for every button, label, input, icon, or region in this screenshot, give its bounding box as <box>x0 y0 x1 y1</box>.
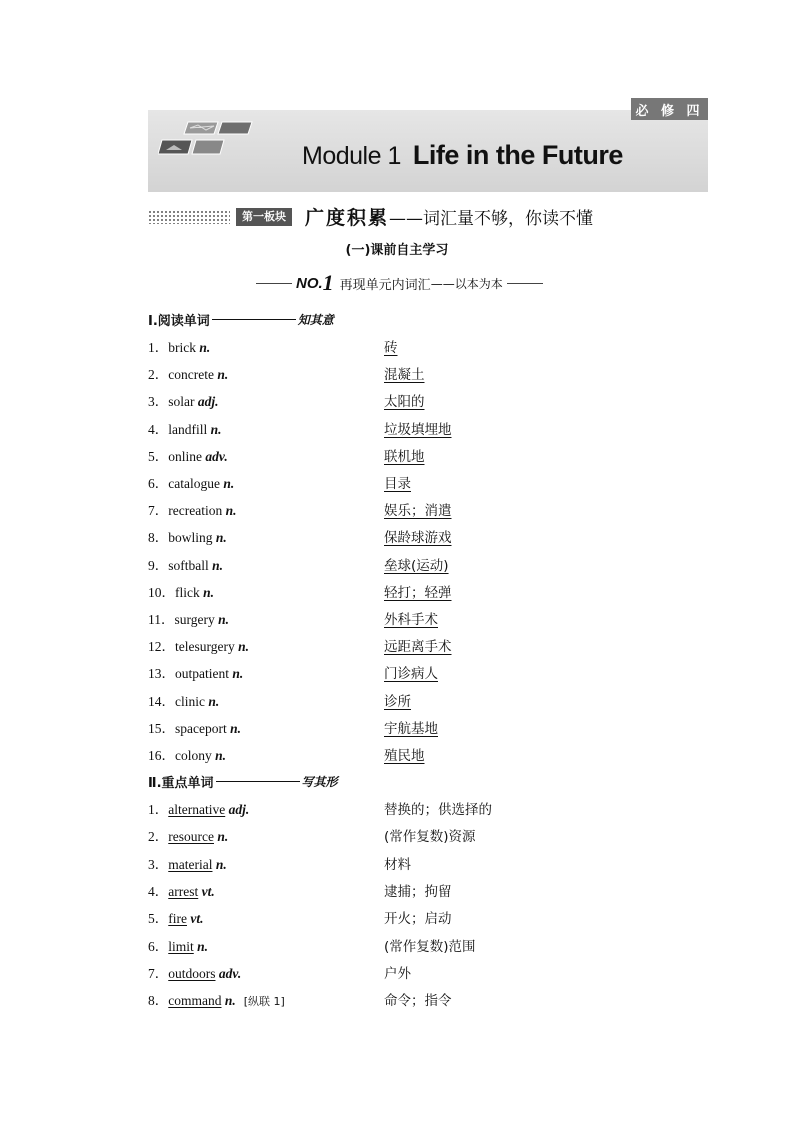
vocab-english <box>148 962 241 982</box>
vocab-row <box>148 880 708 902</box>
item-number: 8． <box>148 993 169 1009</box>
vocab-english <box>148 744 226 764</box>
vocab-meaning: 逮捕；拘留 <box>384 883 452 900</box>
vocab-word: colony <box>175 748 212 763</box>
vocab-word: material <box>168 856 213 872</box>
part-of-speech: adv. <box>205 448 228 464</box>
vocab-english <box>148 336 210 356</box>
vocab-english <box>148 581 214 601</box>
part-of-speech: n. <box>215 530 227 546</box>
vocab-row <box>148 418 708 440</box>
vocab-row <box>148 635 708 657</box>
vocab-word: outpatient <box>175 666 229 682</box>
cross-ref-note: [纵联 1] <box>243 995 285 1009</box>
vocab-row <box>148 363 708 385</box>
vocab-english <box>148 363 228 383</box>
vocab-english <box>148 989 285 1009</box>
item-number: 2． <box>148 367 169 383</box>
vocab-meaning: 开火；启动 <box>384 911 452 928</box>
vocab-english <box>148 608 229 628</box>
vocab-english <box>148 418 222 438</box>
part-of-speech: n. <box>225 503 237 519</box>
part-of-speech: n. <box>223 476 235 491</box>
vocab-english <box>148 935 208 955</box>
vocab-meaning: 远距离手术 <box>384 639 452 656</box>
item-number: 6． <box>148 938 169 954</box>
section-tag: 第一板块 <box>236 208 292 226</box>
vocab-row <box>148 989 708 1011</box>
vocab-meaning: 诊所 <box>384 693 411 710</box>
item-number: 7． <box>148 965 169 981</box>
vocab-row <box>148 390 708 412</box>
rule-right <box>507 283 543 284</box>
part-of-speech: n. <box>212 557 224 573</box>
no1-number: 1 <box>322 270 334 295</box>
vocab-word: flick <box>175 584 200 600</box>
subsection-title: (一)课前自主学习 <box>345 243 449 258</box>
item-number: 2． <box>148 829 169 845</box>
item-number: 10． <box>148 584 175 600</box>
part-of-speech: n. <box>230 720 241 736</box>
vocab-word: bowling <box>168 530 213 546</box>
vocab-word: landfill <box>168 421 208 437</box>
vocab-meaning: 联机地 <box>384 448 425 465</box>
vocab-row <box>148 935 708 957</box>
no1-title: 再现单元内词汇 <box>339 277 431 293</box>
no1-prefix: NO. <box>296 274 323 292</box>
item-number: 6． <box>148 476 169 491</box>
vocab-row <box>148 825 708 847</box>
vocab-meaning: 宇航基地 <box>384 720 438 737</box>
vocab-word: limit <box>168 938 194 954</box>
part-of-speech: n. <box>215 748 227 763</box>
no1-heading <box>256 270 568 296</box>
vocab-word: solar <box>168 394 195 410</box>
section-title <box>305 203 593 230</box>
vocab-row <box>148 662 708 684</box>
vocab-english <box>148 717 241 737</box>
part1-hint: 知其意 <box>297 313 334 327</box>
item-number: 16． <box>148 748 175 763</box>
vocab-meaning: 混凝土 <box>384 367 425 384</box>
part-of-speech: n. <box>218 612 230 627</box>
item-number: 12． <box>148 639 175 655</box>
vocab-word: command <box>168 993 222 1009</box>
part2-dash <box>216 781 300 782</box>
vocab-word: telesurgery <box>175 639 235 655</box>
vocab-meaning: 外科手术 <box>384 612 438 628</box>
vocab-meaning: 轻打；轻弹 <box>384 584 452 601</box>
vocab-meaning: 殖民地 <box>384 748 425 764</box>
vocab-english <box>148 445 228 465</box>
vocab-row <box>148 526 708 548</box>
part-of-speech: n. <box>208 693 220 709</box>
item-number: 1． <box>148 340 169 355</box>
item-number: 11． <box>148 612 175 627</box>
vocab-meaning: 门诊病人 <box>384 666 438 683</box>
part-of-speech: vt. <box>201 883 215 899</box>
vocab-word: online <box>168 448 202 464</box>
part-of-speech: n. <box>238 639 249 655</box>
vocab-row <box>148 472 708 494</box>
part-of-speech: adj. <box>197 394 219 410</box>
vocab-word: outdoors <box>168 965 216 981</box>
part2-heading <box>148 772 338 791</box>
module-number: Module 1 <box>302 142 401 170</box>
item-number: 5． <box>148 448 169 464</box>
vocab-word: resource <box>168 829 214 845</box>
vocab-meaning: 替换的；供选择的 <box>384 802 492 818</box>
vocab-word: arrest <box>168 883 199 899</box>
item-number: 3． <box>148 394 169 410</box>
part-of-speech: adj. <box>228 802 250 817</box>
item-number: 13． <box>148 666 175 682</box>
part2-label: Ⅱ.重点单词 <box>148 776 214 791</box>
part1-dash <box>212 319 296 320</box>
part-of-speech: n. <box>203 584 215 600</box>
vocab-word: softball <box>168 557 209 573</box>
part-of-speech: n. <box>215 856 227 872</box>
vocab-row <box>148 690 708 712</box>
part-of-speech: n. <box>217 829 229 845</box>
vocab-english <box>148 472 234 492</box>
item-number: 9． <box>148 557 169 573</box>
vocab-word: catalogue <box>168 476 220 491</box>
header-photo-strip <box>158 120 258 160</box>
vocab-english <box>148 499 236 519</box>
vocab-row <box>148 717 708 739</box>
vocab-meaning: 太阳的 <box>384 394 425 411</box>
vocab-row <box>148 554 708 576</box>
vocab-word: recreation <box>168 503 223 519</box>
vocab-meaning: (常作复数)范围 <box>384 938 476 955</box>
vocab-english <box>148 526 227 546</box>
section-subheading: ——词汇量不够，你读不懂 <box>389 209 594 229</box>
part-of-speech: adv. <box>218 965 242 981</box>
vocab-word: clinic <box>175 693 205 709</box>
part2-hint: 写其形 <box>301 775 338 789</box>
rule-left <box>256 283 292 284</box>
vocab-meaning: 户外 <box>384 965 411 982</box>
vocab-meaning: 材料 <box>384 856 411 873</box>
vocab-row <box>148 798 708 820</box>
vocab-row <box>148 962 708 984</box>
vocab-row <box>148 581 708 603</box>
vocab-english <box>148 635 249 655</box>
vocab-meaning: 砖 <box>384 340 398 356</box>
vocab-meaning: 垃圾填埋地 <box>384 421 452 438</box>
item-number: 4． <box>148 883 169 899</box>
item-number: 3． <box>148 856 169 872</box>
item-number: 15． <box>148 720 175 736</box>
vocab-english <box>148 798 249 818</box>
vocab-english <box>148 880 215 900</box>
part-of-speech: n. <box>232 666 244 682</box>
volume-tag: 必 修 四 <box>631 98 708 120</box>
item-number: 4． <box>148 421 169 437</box>
vocab-row <box>148 853 708 875</box>
part-of-speech: n. <box>210 421 222 437</box>
section-heading-text: 广度积累 <box>305 207 390 229</box>
vocab-english <box>148 907 203 927</box>
part-of-speech: n. <box>197 938 209 954</box>
vocab-row <box>148 445 708 467</box>
vocab-meaning: 娱乐；消遣 <box>384 503 452 520</box>
vocab-meaning: (常作复数)资源 <box>384 829 476 846</box>
vocab-word: brick <box>168 340 196 355</box>
part-of-speech: n. <box>224 993 236 1009</box>
vocab-english <box>148 662 243 682</box>
vocab-row <box>148 744 708 766</box>
vocab-english <box>148 390 219 410</box>
item-number: 1． <box>148 802 169 817</box>
item-number: 7． <box>148 503 169 519</box>
item-number: 8． <box>148 530 169 546</box>
no1-tail: ——以本为本 <box>430 276 503 291</box>
vocab-meaning: 命令；指令 <box>384 993 452 1010</box>
vocab-english <box>148 554 223 574</box>
section-heading <box>148 205 708 229</box>
part1-label: Ⅰ.阅读单词 <box>148 314 210 329</box>
vocab-row <box>148 608 708 630</box>
vocab-english <box>148 825 228 845</box>
vocab-word: fire <box>168 911 187 927</box>
vocab-meaning: 目录 <box>384 476 411 492</box>
module-name: Life in the Future <box>412 140 623 170</box>
vocab-english <box>148 853 227 873</box>
vocab-meaning: 垒球(运动) <box>384 557 449 574</box>
part1-heading <box>148 310 334 329</box>
item-number: 5． <box>148 911 169 927</box>
vocab-word: concrete <box>168 367 214 383</box>
part-of-speech: n. <box>199 340 211 355</box>
dot-pattern <box>148 210 230 224</box>
vocab-row <box>148 336 708 358</box>
item-number: 14． <box>148 693 175 709</box>
module-title <box>302 140 623 171</box>
vocab-word: surgery <box>174 612 215 627</box>
vocab-english <box>148 690 219 710</box>
vocab-word: spaceport <box>175 720 227 736</box>
vocab-meaning: 保龄球游戏 <box>384 530 452 547</box>
part-of-speech: vt. <box>190 911 204 927</box>
vocab-row <box>148 499 708 521</box>
part-of-speech: n. <box>217 367 229 383</box>
vocab-row <box>148 907 708 929</box>
vocab-word: alternative <box>168 802 226 817</box>
